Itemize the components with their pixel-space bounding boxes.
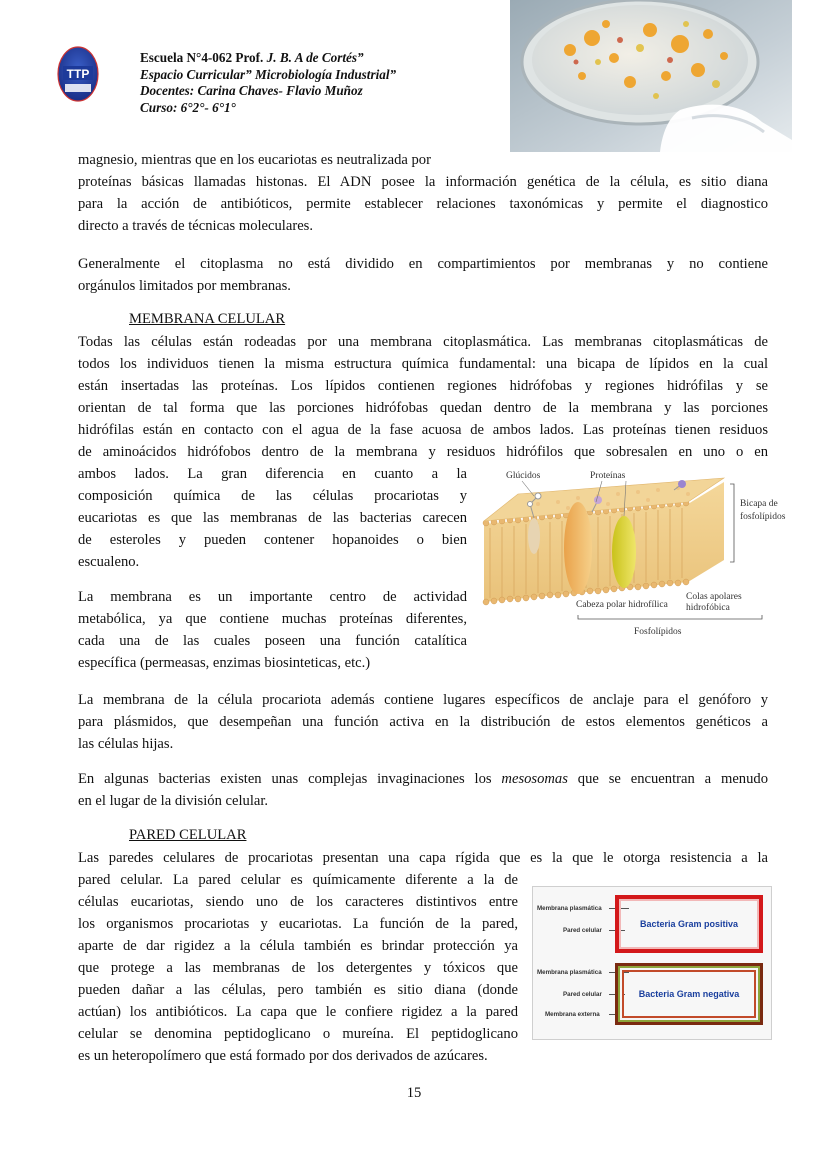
label-hidrofobica: hidrofóbica (686, 603, 730, 613)
text-line: las células hijas. (78, 736, 174, 752)
text-line: para plásmidos, que desempeñan una función activa en la distribución de estos elementos genéticos a (78, 714, 768, 730)
text-line: La membrana es un importante centro de actividad (78, 589, 467, 605)
membrana-metabolic-paragraph (78, 586, 467, 674)
teachers-line: Docentes: Carina Chaves- Flavio Muñoz (140, 83, 363, 98)
text-line: orientan de tal forma que las porciones hidrófobas quedan dentro de la membrana y las porciones (78, 400, 768, 416)
pared-paragraph-narrow (78, 869, 518, 1045)
text-line: es un heteropolímero que está formado por dos derivados de azúcares. (78, 1048, 488, 1064)
course-line: Curso: 6°2°- 6°1° (140, 99, 236, 115)
text-line: celular se denomina peptidoglicano o mureína. El peptidoglicano (78, 1026, 518, 1042)
label-bicapa: Bicapa de (740, 499, 778, 509)
text-line: de esteroles y pueden contener hopanoides o bien (78, 532, 467, 548)
label-cabeza-polar: Cabeza polar hidrofílica (576, 600, 668, 610)
label-pos-membrana: Membrana plasmática (537, 905, 602, 912)
label-proteinas: Proteínas (590, 471, 626, 481)
text-line: aparte de dar rigidez a la célula también es brindar protección ya (78, 938, 518, 954)
cytoplasm-paragraph (78, 253, 768, 297)
label-fosfolipidos: Fosfolípidos (634, 627, 682, 637)
header-text (140, 50, 396, 116)
text-line: magnesio, mientras que en los eucariotas es neutralizada por (78, 152, 431, 168)
gram-positive-box: Bacteria Gram positiva (615, 895, 763, 953)
membrana-anclaje-paragraph (78, 689, 768, 755)
text-line: La membrana de la célula procariota además contiene lugares específicos de anclaje para el genóforo y (78, 692, 768, 708)
text-line: directo a través de técnicas moleculares. (78, 218, 314, 234)
section-heading-membrana: MEMBRANA CELULAR (129, 311, 286, 327)
label-glucidos: Glúcidos (506, 471, 541, 481)
text-line: Las paredes celulares de procariotas presentan una capa rígida que es la que le otorga resistencia a la (78, 850, 768, 866)
text-line: orgánulos limitados por membranas. (78, 278, 291, 294)
text-line: pueden dañar a las células, pero también es sitio diana (donde (78, 982, 518, 998)
text-line: proteínas básicas llamadas histonas. El ADN posee la información genética de la célula, es sitio diana (78, 174, 768, 190)
gram-diagram (532, 886, 772, 1040)
gram-negative-box: Bacteria Gram negativa (615, 963, 763, 1025)
label-fosfolipidos-bicapa: fosfolípidos (740, 512, 786, 522)
text-line: hidrófilas están en contacto con el agua de la fase acuosa de ambos lados. Las proteínas tienen residuos (78, 422, 768, 438)
label-neg-externa: Membrana externa (545, 1011, 600, 1018)
membrane-diagram (478, 464, 790, 642)
petri-dish-image (510, 0, 792, 152)
text-line: están insertadas las proteínas. Los lípidos contienen regiones hidrófobas y regiones hidrófilas y se (78, 378, 768, 394)
label-neg-pared: Pared celular (563, 991, 602, 998)
text-line: de aminoácidos hidrófobos dentro de la membrana y residuos hidrófilos que sobresalen en uno o en (78, 444, 768, 460)
subject-line: Espacio Curricular” Microbiología Industrial” (140, 66, 397, 82)
logo-text: TTP (66, 67, 90, 81)
mesosomas-term: mesosomas (501, 771, 568, 787)
text-line: los organismos procariotas y eucariotas. La función de la pared, (78, 916, 518, 932)
text-line: escualeno. (78, 554, 140, 570)
text-line: composición química de las células procariotas y (78, 488, 467, 504)
text-line: específica (permeasas, enzimas biosinteticas, etc.) (78, 655, 371, 671)
text-line: eucariotas es que las membranas de las bacterias carecen (78, 510, 467, 526)
page-number: 15 (406, 1085, 422, 1101)
text-line: Generalmente el citoplasma no está dividido en compartimientos por membranas y no contiene (78, 256, 768, 272)
text-line: actúan) los antibióticos. La capa que le confiere rigidez a la pared (78, 1004, 518, 1020)
school-logo (57, 46, 99, 102)
text-line: pared celular. La pared celular es químicamente diferente a la de (78, 872, 518, 888)
text-line: todos los individuos tienen la misma estructura química fundamental: una bicapa de lípidos en la cual (78, 356, 768, 372)
pared-last-line (78, 1045, 768, 1067)
text-line: En algunas bacterias existen unas complejas invaginaciones los mesosomas que se encuentran a menudo (78, 771, 768, 787)
text-line: metabólica, ya que contiene muchas proteínas diferentes, (78, 611, 467, 627)
text-line: que protege a las membranas de los detergentes y tóxicos que (78, 960, 518, 976)
text-line: cada una de las cuales poseen una función catalítica (78, 633, 467, 649)
pared-first-line (78, 847, 768, 869)
text-line: células eucariotas, siendo uno de los caracteres distintivos entre (78, 894, 518, 910)
school-line: Escuela N°4-062 Prof. J. B. A de Cortés” (140, 50, 364, 65)
membrana-paragraph (78, 331, 768, 463)
section-heading-pared: PARED CELULAR (129, 827, 247, 843)
label-pos-pared: Pared celular (563, 927, 602, 934)
membrana-paragraph-narrow (78, 463, 467, 573)
label-neg-membrana: Membrana plasmática (537, 969, 602, 976)
text-line: en el lugar de la división celular. (78, 793, 269, 809)
mesosomas-paragraph (78, 768, 768, 812)
text-line: para la acción de antibióticos, permite establecer relaciones taxonómicas y permite el diagnostico (78, 196, 768, 212)
text-line: Todas las células están rodeadas por una membrana citoplasmática. Las membranas citoplasmáticas de (78, 334, 768, 350)
text-line: ambos lados. La gran diferencia en cuanto a la (78, 466, 467, 482)
intro-paragraph (78, 149, 768, 237)
label-colas-apolares: Colas apolares (686, 592, 742, 602)
